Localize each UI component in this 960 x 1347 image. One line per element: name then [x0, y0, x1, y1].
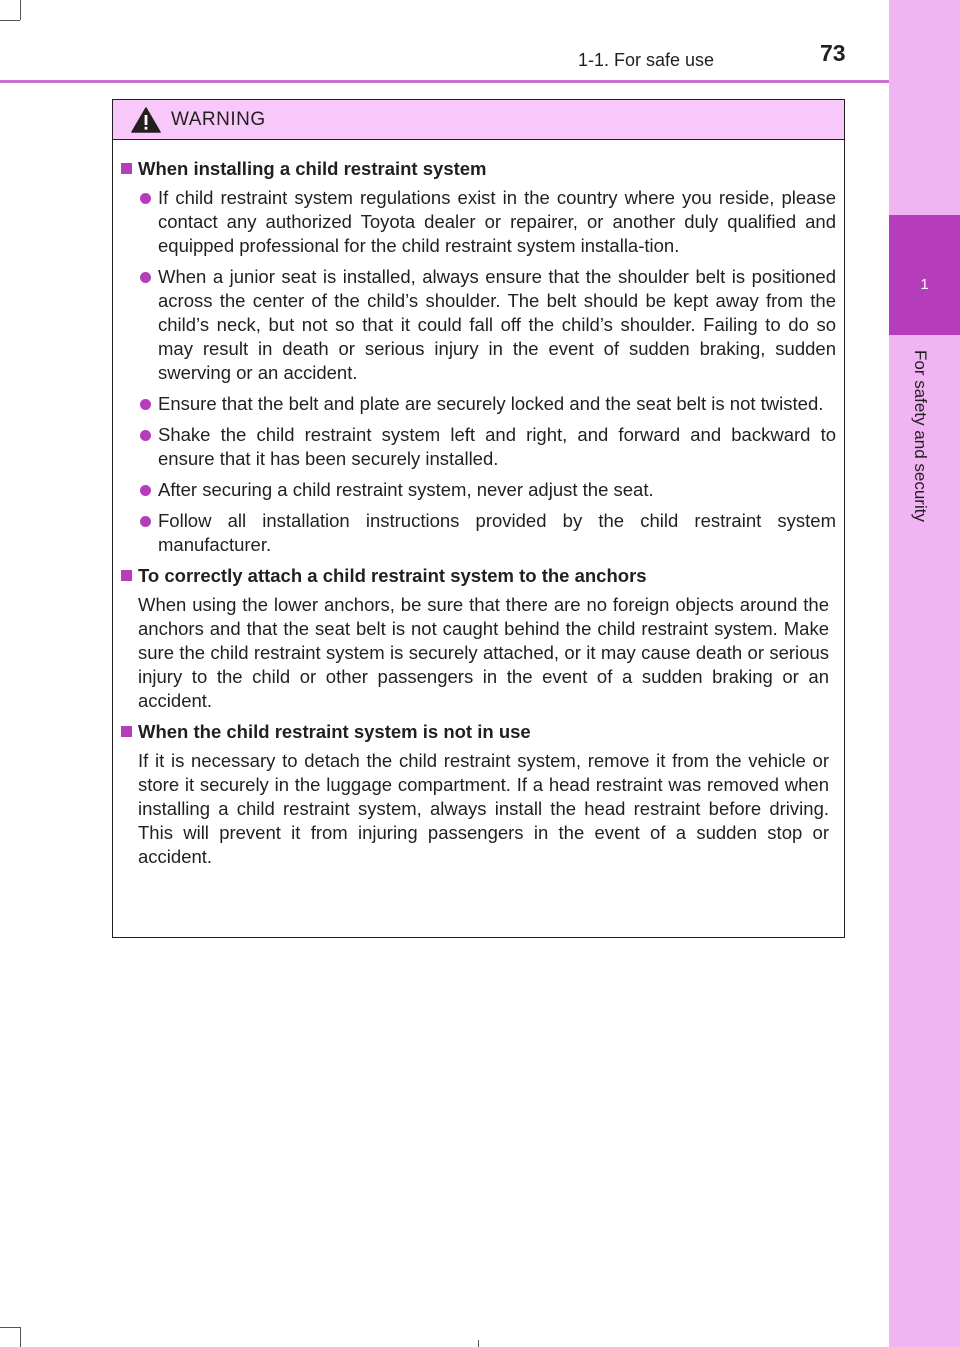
round-bullet-icon — [140, 399, 151, 410]
section-paragraph: When using the lower anchors, be sure that there are no foreign objects around the anchors and that the seat belt is not caught behind the child restraint system. Make sure the child restraint system is securely attached, or it may cause death or serious injury to the child or other passengers in the event of a sudden braking or an accident. — [138, 594, 829, 711]
section-title: 1-1. For safe use — [578, 50, 715, 70]
square-bullet-icon — [121, 726, 132, 737]
list-item-text: Follow all installation instructions provided by the child restraint system manufacturer. — [158, 510, 836, 555]
crop-mark — [20, 1327, 21, 1347]
section-heading — [121, 720, 836, 744]
warning-header — [113, 100, 844, 140]
round-bullet-icon — [140, 430, 151, 441]
page-number: 73 — [820, 40, 846, 66]
chapter-tab — [889, 215, 960, 335]
crop-mark — [478, 1340, 479, 1347]
warning-section — [121, 720, 836, 869]
round-bullet-icon — [140, 193, 151, 204]
warning-section — [121, 157, 836, 557]
section-heading-text: When installing a child restraint system — [138, 158, 487, 179]
list-item — [121, 186, 836, 258]
warning-body — [113, 140, 844, 869]
warning-triangle-icon — [131, 107, 161, 133]
section-heading — [121, 564, 836, 588]
list-item-text: Ensure that the belt and plate are securely locked and the seat belt is not twisted. — [158, 393, 824, 414]
warning-title: WARNING — [171, 109, 266, 130]
round-bullet-icon — [140, 272, 151, 283]
section-paragraph: If it is necessary to detach the child restraint system, remove it from the vehicle or store it securely in the luggage compartment. If a head restraint was removed when installing a child restraint system, always install the head restraint before driving. This will prevent it from injuring passengers in the event of a sudden stop or accident. — [138, 750, 829, 867]
list-item — [121, 509, 836, 557]
round-bullet-icon — [140, 516, 151, 527]
chapter-number: 1 — [920, 276, 929, 293]
crop-mark — [0, 1327, 20, 1328]
chapter-title: For safety and security — [911, 350, 930, 522]
crop-mark — [0, 20, 20, 21]
list-item-text: When a junior seat is installed, always ensure that the shoulder belt is positioned across the center of the child’s shoulder. The belt should be kept away from the child’s neck, but not so that it could fall off the child’s shoulder. Failing to do so may result in death or serious injury in the event of sudden braking, sudden swerving or an accident. — [158, 266, 836, 383]
list-item — [121, 392, 836, 416]
crop-mark — [20, 0, 21, 20]
section-heading-text: To correctly attach a child restraint system to the anchors — [138, 565, 647, 586]
side-tab — [889, 0, 960, 1347]
list-item-text: After securing a child restraint system, never adjust the seat. — [158, 479, 654, 500]
square-bullet-icon — [121, 163, 132, 174]
section-heading-text: When the child restraint system is not in use — [138, 721, 531, 742]
square-bullet-icon — [121, 570, 132, 581]
list-item-text: Shake the child restraint system left and right, and forward and backward to ensure that it has been securely installed. — [158, 424, 836, 469]
list-item — [121, 423, 836, 471]
list-item — [121, 265, 836, 385]
list-item — [121, 478, 836, 502]
header-rule — [0, 80, 889, 83]
warning-section — [121, 564, 836, 713]
round-bullet-icon — [140, 485, 151, 496]
warning-box — [112, 99, 845, 938]
section-heading — [121, 157, 836, 181]
list-item-text: If child restraint system regulations exist in the country where you reside, please contact any authorized Toyota dealer or repairer, or another duly qualified and equipped professional for the child restraint system installa-tion. — [158, 187, 836, 256]
